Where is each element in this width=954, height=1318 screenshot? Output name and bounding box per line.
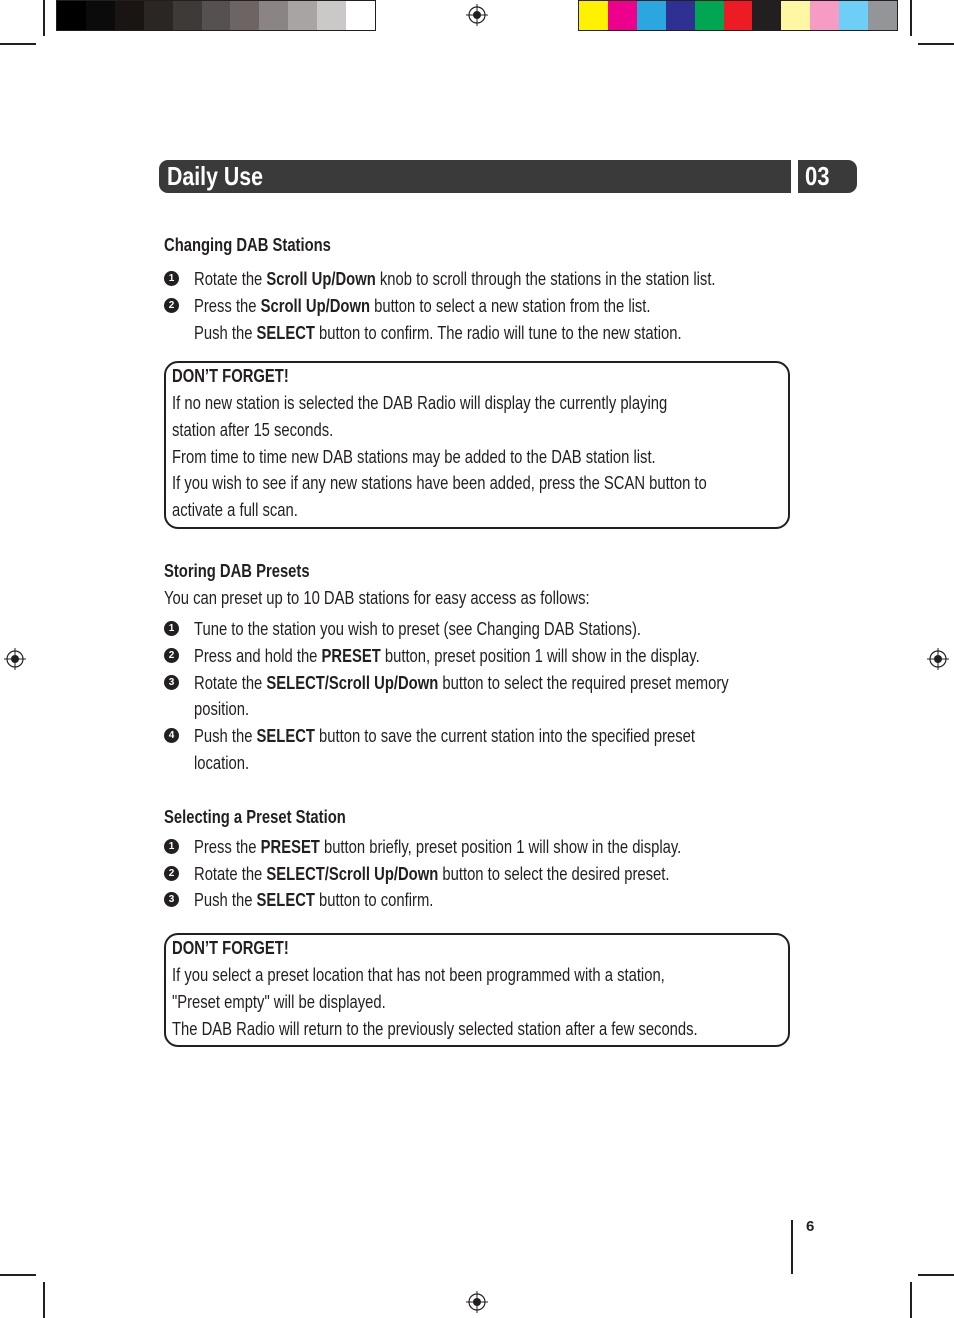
registration-mark-icon	[927, 648, 949, 670]
color-swatch	[724, 1, 753, 30]
color-swatch	[608, 1, 637, 30]
color-swatch	[346, 1, 375, 30]
color-swatch	[781, 1, 810, 30]
step-text: position.	[194, 698, 250, 719]
step-text: Tune to the station you wish to preset (see Changing DAB Stations).	[194, 618, 641, 639]
step-text: Press the Scroll Up/Down button to select a new station from the list.	[194, 295, 651, 316]
note-title: DON’T FORGET!	[172, 365, 289, 386]
step-text: location.	[194, 752, 250, 773]
color-swatch	[666, 1, 695, 30]
color-swatch	[317, 1, 346, 30]
note-line: station after 15 seconds.	[172, 419, 334, 440]
color-swatch	[230, 1, 259, 30]
color-swatch	[810, 1, 839, 30]
crop-mark	[0, 43, 36, 45]
color-swatch	[839, 1, 868, 30]
note-line: "Preset empty" will be displayed.	[172, 991, 386, 1012]
color-swatch	[868, 1, 897, 30]
crop-mark	[910, 1282, 912, 1318]
color-swatch	[86, 1, 115, 30]
color-swatch	[144, 1, 173, 30]
note-line: If no new station is selected the DAB Radio will display the currently playing	[172, 392, 668, 413]
step-text: Push the SELECT button to confirm. The radio will tune to the new station.	[194, 322, 682, 343]
section-intro: You can preset up to 10 DAB stations for easy access as follows:	[164, 587, 590, 608]
note-title: DON’T FORGET!	[172, 937, 289, 958]
step-number-badge: 2	[164, 648, 179, 663]
step-number-badge: 3	[164, 892, 179, 907]
registration-mark-icon	[466, 1291, 488, 1313]
step-text: Push the SELECT button to save the current station into the specified preset	[194, 725, 696, 746]
page-title: Daily Use	[167, 161, 264, 191]
crop-mark	[43, 1282, 45, 1318]
section-heading: Selecting a Preset Station	[164, 806, 346, 827]
color-swatch	[288, 1, 317, 30]
section-header-bar	[159, 160, 791, 193]
note-line: If you wish to see if any new stations have been added, press the SCAN button to	[172, 472, 707, 493]
step-number-badge: 2	[164, 298, 179, 313]
chapter-badge	[798, 160, 857, 193]
step-number-badge: 1	[164, 839, 179, 854]
color-swatch	[259, 1, 288, 30]
section-heading: Changing DAB Stations	[164, 234, 331, 255]
color-swatch	[579, 1, 608, 30]
step-number-badge: 2	[164, 866, 179, 881]
chapter-number: 03	[805, 161, 830, 191]
color-swatch	[115, 1, 144, 30]
crop-mark	[918, 1274, 954, 1276]
step-number-badge: 1	[164, 621, 179, 636]
step-number-badge: 1	[164, 271, 179, 286]
step-text: Rotate the Scroll Up/Down knob to scroll through the stations in the station list.	[194, 268, 716, 289]
section-heading: Storing DAB Presets	[164, 560, 310, 581]
color-swatch	[57, 1, 86, 30]
grayscale-color-bar	[56, 0, 376, 31]
step-text: Rotate the SELECT/Scroll Up/Down button to select the required preset memory	[194, 672, 729, 693]
page-number: 6	[806, 1218, 815, 1235]
step-text: Rotate the SELECT/Scroll Up/Down button to select the desired preset.	[194, 863, 670, 884]
crop-mark	[43, 0, 45, 36]
note-line: From time to time new DAB stations may be added to the DAB station list.	[172, 446, 656, 467]
note-line: If you select a preset location that has not been programmed with a station,	[172, 964, 665, 985]
page-number-divider	[791, 1220, 793, 1274]
step-text: Press and hold the PRESET button, preset position 1 will show in the display.	[194, 645, 700, 666]
color-swatch	[202, 1, 231, 30]
color-swatch	[752, 1, 781, 30]
registration-mark-icon	[466, 4, 488, 26]
step-text: Push the SELECT button to confirm.	[194, 889, 434, 910]
step-number-badge: 4	[164, 728, 179, 743]
note-line: activate a full scan.	[172, 499, 298, 520]
cmyk-color-bar	[578, 0, 898, 31]
color-swatch	[695, 1, 724, 30]
note-line: The DAB Radio will return to the previously selected station after a few seconds.	[172, 1018, 698, 1039]
color-swatch	[637, 1, 666, 30]
step-text: Press the PRESET button briefly, preset position 1 will show in the display.	[194, 836, 682, 857]
crop-mark	[918, 43, 954, 45]
crop-mark	[0, 1274, 36, 1276]
crop-mark	[910, 0, 912, 36]
color-swatch	[173, 1, 202, 30]
registration-mark-icon	[4, 648, 26, 670]
step-number-badge: 3	[164, 675, 179, 690]
